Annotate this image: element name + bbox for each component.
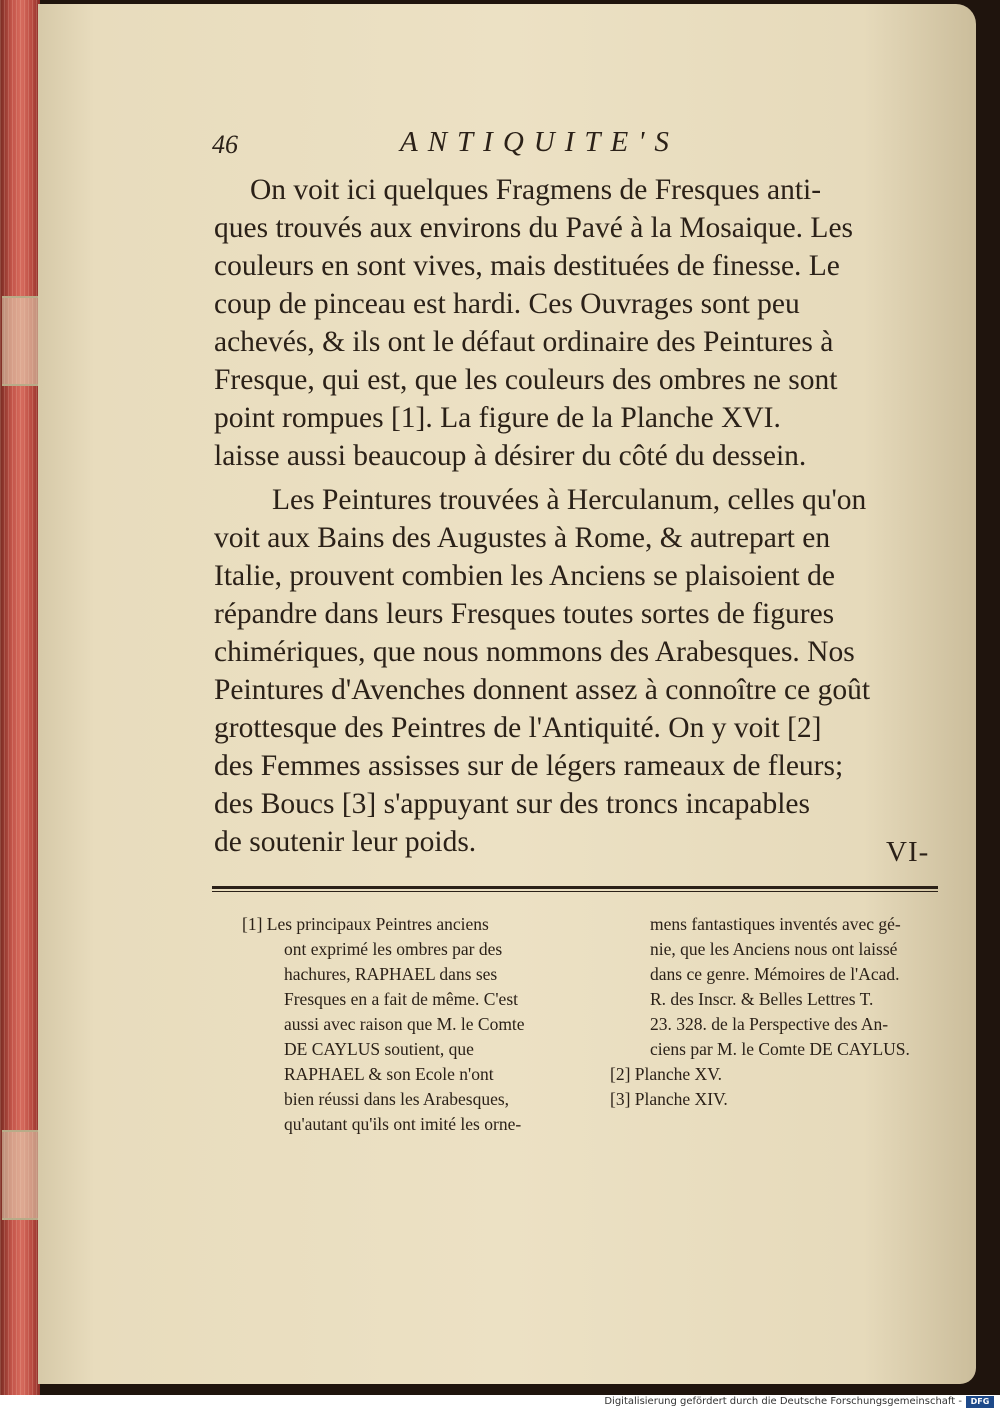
body-line: Les Peintures trouvées à Herculanum, celles qu'on [272,484,867,516]
body-line: des Boucs [3] s'appuyant sur des troncs incapables [214,788,810,820]
footnote-left-line: RAPHAEL & son Ecole n'ont [284,1064,494,1084]
body-line: Italie, prouvent combien les Anciens se plaisoient de [214,560,835,592]
body-line: achevés, & ils ont le défaut ordinaire des Peintures à [214,326,834,358]
body-line: On voit ici quelques Fragmens de Fresques anti- [250,174,822,206]
body-line: de soutenir leur poids. [214,826,477,858]
body-line: des Femmes assisses sur de légers rameaux de fleurs; [214,750,844,782]
body-line: chimériques, que nous nommons des Arabesques. Nos [214,636,855,668]
footnote-right-line: dans ce genre. Mémoires de l'Acad. [650,964,900,984]
body-line: Fresque, qui est, que les couleurs des ombres ne sont [214,364,838,396]
running-title: ANTIQUITE'S [400,126,679,158]
dfg-logo: DFG [966,1396,994,1408]
footnote-right-line: nie, que les Anciens nous ont laissé [650,939,898,959]
footnote-left-line: ont exprimé les ombres par des [284,939,503,959]
footnote-left-line: qu'autant qu'ils ont imité les orne- [284,1114,522,1134]
body-line: point rompues [1]. La figure de la Planche XVI. [214,402,781,434]
page-number: 46 [212,130,238,159]
footnote-left-line: bien réussi dans les Arabesques, [284,1089,510,1109]
body-line: répandre dans leurs Fresques toutes sortes de figures [214,598,835,630]
footnote-left-line: Fresques en a fait de même. C'est [284,989,518,1009]
funding-note: Digitalisierung gefördert durch die Deutsche Forschungsgemeinschaft - [604,1396,962,1407]
body-line: grottesque des Peintres de l'Antiquité. On y voit [2] [214,712,822,744]
body-line: voit aux Bains des Augustes à Rome, & autrepart en [214,522,831,554]
footnote-left-line: DE CAYLUS soutient, que [284,1039,474,1059]
footnote-right-line: 23. 328. de la Perspective des An- [650,1014,889,1034]
body-line: laisse aussi beaucoup à désirer du côté du dessein. [214,440,807,472]
footnote-left-line: hachures, RAPHAEL dans ses [284,964,498,984]
footnote-right-line: [3] Planche XIV. [610,1089,728,1109]
body-line: Peintures d'Avenches donnent assez à connoître ce goût [214,674,871,706]
footnote-rule [212,886,938,889]
body-line: ques trouvés aux environs du Pavé à la Mosaique. Les [214,212,854,244]
footnote-left-line: aussi avec raison que M. le Comte [284,1014,525,1034]
footnote-left-line: [1] Les principaux Peintres anciens [242,914,489,934]
body-line: coup de pinceau est hardi. Ces Ouvrages sont peu [214,288,800,320]
footnote-right-line: ciens par M. le Comte DE CAYLUS. [650,1039,910,1059]
body-line: couleurs en sont vives, mais destituées de finesse. Le [214,250,840,282]
footnote-rule-thin [212,891,938,892]
footnote-right-line: mens fantastiques inventés avec gé- [650,914,901,934]
footnote-right-line: R. des Inscr. & Belles Lettres T. [650,989,874,1009]
footnote-right-line: [2] Planche XV. [610,1064,722,1084]
catchword: VI- [886,836,930,868]
